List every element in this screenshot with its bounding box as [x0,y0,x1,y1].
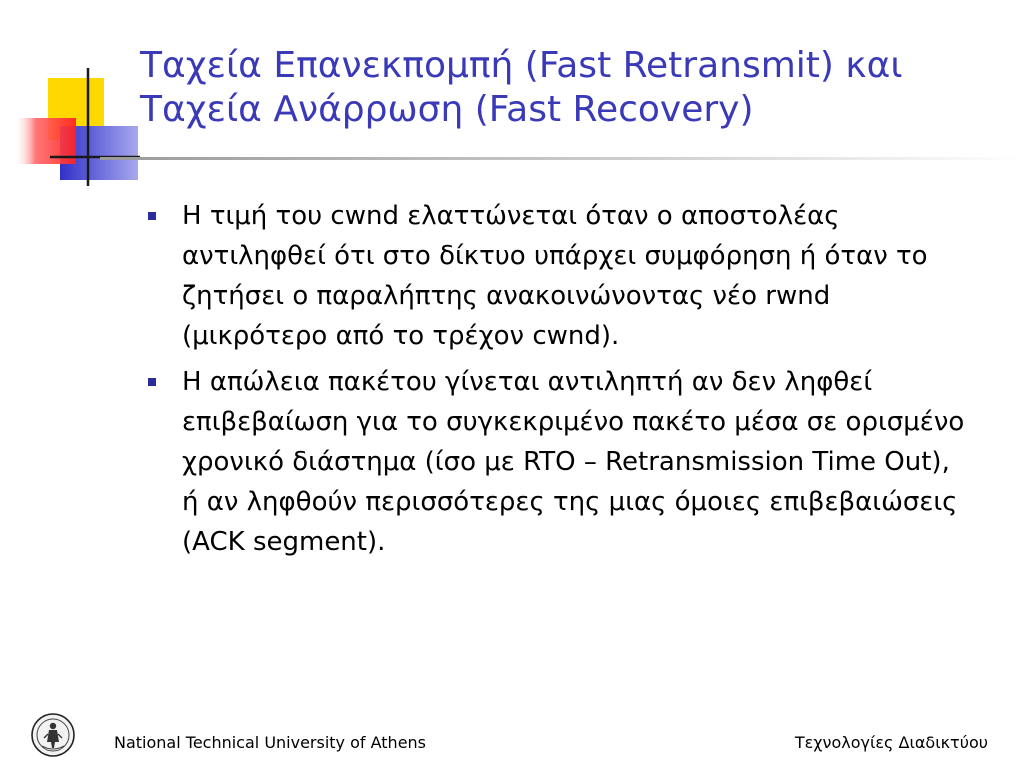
footer-course-title: Τεχνολογίες Διαδικτύου [794,733,988,752]
square-bullet-icon [148,212,156,220]
bullet-item [144,196,974,356]
footer-institution: National Technical University of Athens [114,733,427,752]
bullet-text: Η απώλεια πακέτου γίνεται αντιληπτή αν δεν ληφθεί επιβεβαίωση για το συγκεκριμένο πακέτο μέσα σε ορισμένο χρονικό διάστημα (ίσο με RTO – Retransmission Time Out), ή αν ληφθούν περισσότερες της μιας όμοιες επιβεβαιώσεις (ACK segment). [182,367,965,557]
bullet-list [144,196,974,568]
square-bullet-icon [148,378,156,386]
bullet-text: Η τιμή του cwnd ελαττώνεται όταν ο αποστολέας αντιληφθεί ότι στο δίκτυο υπάρχει συμφόρηση ή όταν το ζητήσει ο παραλήπτης ανακοινώνοντας νέο rwnd (μικρότερο από το τρέχον cwnd). [182,201,928,351]
slide-title-line2: Ταχεία Ανάρρωση (Fast Recovery) [140,89,754,130]
university-seal-logo [30,712,76,758]
slide-title [140,44,1010,132]
decorative-squares-graphic [0,0,140,200]
title-divider [100,157,1024,160]
slide-title-line1: Ταχεία Επανεκπομπή (Fast Retransmit) και [140,45,903,86]
bullet-item [144,362,974,562]
